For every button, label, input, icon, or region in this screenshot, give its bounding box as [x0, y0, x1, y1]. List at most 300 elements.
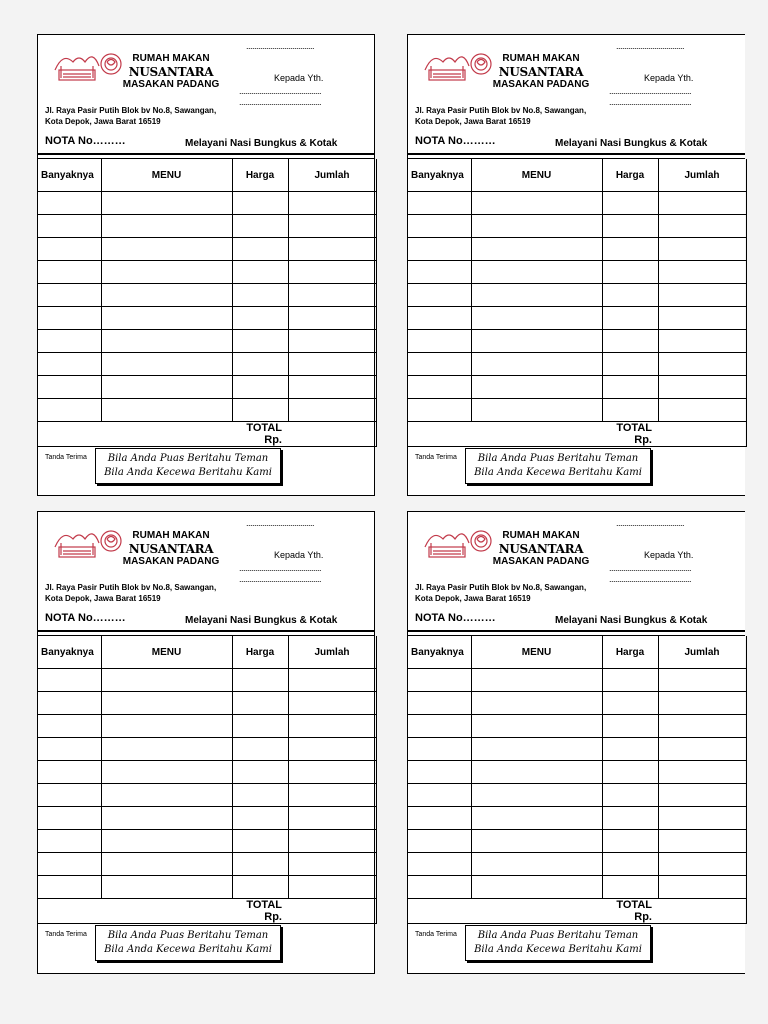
table-cell[interactable] — [408, 307, 471, 330]
address — [45, 582, 216, 604]
table-row — [38, 238, 376, 261]
table-cell[interactable] — [471, 215, 602, 238]
table-cell[interactable] — [288, 376, 376, 399]
table-cell[interactable] — [602, 761, 658, 784]
table-cell[interactable] — [602, 692, 658, 715]
table-cell[interactable] — [602, 399, 658, 422]
col-header-menu: MENU — [101, 636, 232, 669]
table-cell[interactable] — [288, 261, 376, 284]
table-cell[interactable] — [471, 853, 602, 876]
recipient-dots: ......................................... — [239, 563, 322, 573]
service-label: Melayani Nasi Bungkus & Kotak — [185, 138, 338, 149]
nota-number: NOTA No……… — [45, 135, 126, 147]
table-cell[interactable] — [232, 261, 288, 284]
table-cell[interactable] — [101, 261, 232, 284]
table-cell[interactable] — [38, 761, 101, 784]
restaurant-name: NUSANTARA — [128, 542, 214, 556]
cuisine-label: MASAKAN PADANG — [492, 79, 590, 90]
date-dots: .................................. — [246, 518, 315, 528]
table-cell[interactable] — [288, 238, 376, 261]
table-cell[interactable] — [602, 284, 658, 307]
total-row — [408, 422, 746, 447]
table-cell[interactable] — [408, 853, 471, 876]
table-cell[interactable] — [288, 330, 376, 353]
address-line: Jl. Raya Pasir Putih Blok bv No.8, Sawangan, — [45, 583, 217, 592]
total-label: TOTAL Rp. — [232, 899, 288, 924]
table-cell[interactable] — [658, 692, 746, 715]
table-cell[interactable] — [408, 192, 471, 215]
table-cell[interactable] — [471, 761, 602, 784]
table-cell[interactable] — [38, 215, 101, 238]
table-row — [38, 807, 376, 830]
col-header-menu: MENU — [471, 159, 602, 192]
table-cell[interactable] — [471, 692, 602, 715]
table-cell[interactable] — [38, 376, 101, 399]
table-row — [408, 307, 746, 330]
table-cell[interactable] — [101, 238, 232, 261]
table-cell[interactable] — [38, 399, 101, 422]
table-row — [38, 376, 376, 399]
restaurant-name: NUSANTARA — [128, 65, 214, 79]
table-row — [408, 669, 746, 692]
nota-number: NOTA No……… — [45, 612, 126, 624]
table-cell[interactable] — [288, 215, 376, 238]
restaurant-logo — [53, 48, 125, 84]
table-cell[interactable] — [232, 738, 288, 761]
table-row — [38, 284, 376, 307]
table-cell[interactable] — [658, 215, 746, 238]
motto-line: Bila Anda Puas Beritahu Teman — [107, 930, 269, 941]
table-cell[interactable] — [408, 876, 471, 899]
table-cell[interactable] — [658, 238, 746, 261]
table-row — [408, 738, 746, 761]
table-cell[interactable] — [232, 376, 288, 399]
total-row — [38, 422, 376, 447]
restaurant-label: RUMAH MAKAN — [132, 530, 210, 541]
table-cell[interactable] — [232, 830, 288, 853]
restaurant-label: RUMAH MAKAN — [502, 53, 580, 64]
table-cell[interactable] — [38, 238, 101, 261]
table-cell[interactable] — [602, 876, 658, 899]
table-cell[interactable] — [471, 284, 602, 307]
table-row — [38, 669, 376, 692]
table-cell[interactable] — [408, 807, 471, 830]
table-cell[interactable] — [471, 192, 602, 215]
restaurant-label: RUMAH MAKAN — [502, 530, 580, 541]
table-cell[interactable] — [232, 853, 288, 876]
address-line: Jl. Raya Pasir Putih Blok bv No.8, Sawangan, — [415, 106, 587, 115]
table-cell[interactable] — [288, 669, 376, 692]
table-cell[interactable] — [658, 284, 746, 307]
table-cell[interactable] — [232, 715, 288, 738]
recipient-dots: ......................................... — [239, 574, 322, 584]
date-dots: .................................. — [616, 41, 685, 51]
table-cell[interactable] — [101, 853, 232, 876]
table-cell[interactable] — [101, 376, 232, 399]
col-header-banyaknya: Banyaknya — [408, 636, 471, 669]
table-cell[interactable] — [658, 738, 746, 761]
col-header-menu: MENU — [101, 159, 232, 192]
total-label: TOTAL Rp. — [232, 422, 288, 447]
table-cell[interactable] — [408, 376, 471, 399]
table-cell[interactable] — [408, 261, 471, 284]
table-row — [408, 215, 746, 238]
table-row — [408, 853, 746, 876]
table-cell[interactable] — [408, 215, 471, 238]
motto-line: Bila Anda Kecewa Beritahu Kami — [104, 944, 272, 955]
table-cell[interactable] — [38, 353, 101, 376]
table-row — [408, 784, 746, 807]
table-cell[interactable] — [38, 307, 101, 330]
restaurant-logo — [423, 525, 495, 561]
total-cell[interactable] — [288, 899, 376, 924]
table-row — [408, 192, 746, 215]
col-header-menu: MENU — [471, 636, 602, 669]
total-label: TOTAL Rp. — [602, 899, 658, 924]
table-cell[interactable] — [602, 261, 658, 284]
table-cell[interactable] — [288, 784, 376, 807]
col-header-harga: Harga — [232, 636, 288, 669]
address — [415, 582, 586, 604]
service-label: Melayani Nasi Bungkus & Kotak — [185, 615, 338, 626]
table-cell[interactable] — [232, 192, 288, 215]
address-line: Jl. Raya Pasir Putih Blok bv No.8, Sawangan, — [415, 583, 587, 592]
table-cell[interactable] — [658, 761, 746, 784]
address — [45, 105, 216, 127]
restaurant-logo — [423, 48, 495, 84]
table-cell[interactable] — [408, 738, 471, 761]
table-row — [408, 238, 746, 261]
table-cell[interactable] — [658, 669, 746, 692]
table-row — [38, 399, 376, 422]
table-row — [408, 715, 746, 738]
divider — [38, 630, 375, 632]
table-row — [408, 761, 746, 784]
table-cell[interactable] — [232, 784, 288, 807]
table-row — [38, 876, 376, 899]
table-cell[interactable] — [471, 669, 602, 692]
table-row — [408, 330, 746, 353]
table-row — [408, 261, 746, 284]
total-row — [38, 899, 376, 924]
table-cell[interactable] — [232, 876, 288, 899]
motto-line: Bila Anda Kecewa Beritahu Kami — [474, 944, 642, 955]
table-cell[interactable] — [408, 330, 471, 353]
table-cell[interactable] — [408, 399, 471, 422]
table-cell[interactable] — [602, 715, 658, 738]
table-row — [38, 215, 376, 238]
recipient-dots: ......................................... — [609, 563, 692, 573]
recipient-dots: ......................................... — [239, 86, 322, 96]
col-header-banyaknya: Banyaknya — [408, 159, 471, 192]
signature-label: Tanda Terima — [415, 931, 457, 938]
table-cell[interactable] — [602, 353, 658, 376]
table-cell[interactable] — [658, 784, 746, 807]
table-cell[interactable] — [288, 715, 376, 738]
recipient-dots: ......................................... — [609, 97, 692, 107]
recipient-label: Kepada Yth. — [644, 73, 694, 83]
table-cell[interactable] — [101, 353, 232, 376]
table-row — [38, 692, 376, 715]
total-label: TOTAL Rp. — [602, 422, 658, 447]
table-cell[interactable] — [408, 669, 471, 692]
table-cell[interactable] — [232, 215, 288, 238]
table-cell[interactable] — [232, 692, 288, 715]
table-cell[interactable] — [602, 830, 658, 853]
table-cell[interactable] — [658, 853, 746, 876]
table-row — [38, 192, 376, 215]
table-cell[interactable] — [288, 353, 376, 376]
table-cell[interactable] — [408, 784, 471, 807]
table-cell[interactable] — [38, 807, 101, 830]
table-cell[interactable] — [602, 215, 658, 238]
table-row — [408, 376, 746, 399]
total-row — [408, 899, 746, 924]
address-line: Kota Depok, Jawa Barat 16519 — [45, 594, 161, 603]
receipt-form — [407, 511, 745, 974]
table-cell[interactable] — [38, 784, 101, 807]
recipient-label: Kepada Yth. — [644, 550, 694, 560]
table-row — [38, 738, 376, 761]
table-cell[interactable] — [602, 192, 658, 215]
table-row — [38, 853, 376, 876]
table-cell[interactable] — [101, 215, 232, 238]
table-cell[interactable] — [288, 853, 376, 876]
receipt-form — [407, 34, 745, 496]
table-cell[interactable] — [288, 399, 376, 422]
table-cell[interactable] — [471, 830, 602, 853]
table-cell[interactable] — [658, 330, 746, 353]
table-cell[interactable] — [101, 307, 232, 330]
table-cell[interactable] — [232, 761, 288, 784]
service-label: Melayani Nasi Bungkus & Kotak — [555, 615, 708, 626]
table-cell[interactable] — [232, 330, 288, 353]
table-cell[interactable] — [658, 192, 746, 215]
motto-line: Bila Anda Kecewa Beritahu Kami — [474, 467, 642, 478]
table-cell[interactable] — [288, 738, 376, 761]
date-dots: .................................. — [616, 518, 685, 528]
table-cell[interactable] — [288, 192, 376, 215]
table-cell[interactable] — [232, 353, 288, 376]
motto-line: Bila Anda Puas Beritahu Teman — [477, 453, 639, 464]
total-cell[interactable] — [658, 422, 746, 447]
table-cell[interactable] — [471, 715, 602, 738]
order-table — [408, 636, 747, 924]
table-cell[interactable] — [38, 330, 101, 353]
recipient-dots: ......................................... — [609, 574, 692, 584]
table-cell[interactable] — [38, 192, 101, 215]
table-row — [38, 330, 376, 353]
table-cell[interactable] — [602, 376, 658, 399]
table-cell[interactable] — [232, 307, 288, 330]
table-cell[interactable] — [408, 284, 471, 307]
table-cell[interactable] — [471, 238, 602, 261]
table-cell[interactable] — [38, 261, 101, 284]
recipient-label: Kepada Yth. — [274, 550, 324, 560]
address — [415, 105, 586, 127]
table-row — [38, 261, 376, 284]
table-row — [38, 761, 376, 784]
table-cell[interactable] — [471, 807, 602, 830]
cuisine-label: MASAKAN PADANG — [122, 79, 220, 90]
table-cell[interactable] — [602, 238, 658, 261]
table-cell[interactable] — [232, 284, 288, 307]
table-cell[interactable] — [471, 784, 602, 807]
address-line: Kota Depok, Jawa Barat 16519 — [415, 594, 531, 603]
table-cell[interactable] — [602, 307, 658, 330]
table-cell[interactable] — [101, 399, 232, 422]
table-cell[interactable] — [658, 876, 746, 899]
table-cell[interactable] — [471, 261, 602, 284]
table-cell[interactable] — [658, 399, 746, 422]
order-table — [38, 636, 377, 924]
table-cell[interactable] — [101, 807, 232, 830]
address-line: Jl. Raya Pasir Putih Blok bv No.8, Sawangan, — [45, 106, 217, 115]
table-cell[interactable] — [101, 284, 232, 307]
table-row — [408, 353, 746, 376]
table-cell[interactable] — [471, 307, 602, 330]
table-cell[interactable] — [38, 284, 101, 307]
table-cell[interactable] — [288, 807, 376, 830]
table-cell[interactable] — [602, 669, 658, 692]
motto-box — [465, 448, 651, 484]
motto-line: Bila Anda Kecewa Beritahu Kami — [104, 467, 272, 478]
table-cell[interactable] — [408, 715, 471, 738]
table-cell[interactable] — [471, 399, 602, 422]
table-cell[interactable] — [602, 807, 658, 830]
table-cell[interactable] — [101, 692, 232, 715]
table-cell[interactable] — [658, 261, 746, 284]
order-table — [38, 159, 377, 447]
table-cell[interactable] — [602, 738, 658, 761]
table-cell[interactable] — [101, 715, 232, 738]
signature-label: Tanda Terima — [415, 454, 457, 461]
motto-line: Bila Anda Puas Beritahu Teman — [107, 453, 269, 464]
table-cell[interactable] — [602, 853, 658, 876]
table-row — [38, 353, 376, 376]
table-cell[interactable] — [101, 330, 232, 353]
divider — [38, 153, 375, 155]
col-header-harga: Harga — [232, 159, 288, 192]
table-cell[interactable] — [101, 192, 232, 215]
table-row — [408, 807, 746, 830]
table-cell[interactable] — [38, 669, 101, 692]
table-cell[interactable] — [658, 353, 746, 376]
table-cell[interactable] — [288, 761, 376, 784]
recipient-dots: ......................................... — [239, 97, 322, 107]
nota-number: NOTA No……… — [415, 135, 496, 147]
table-cell[interactable] — [101, 738, 232, 761]
table-cell[interactable] — [658, 715, 746, 738]
table-cell[interactable] — [38, 692, 101, 715]
signature-label: Tanda Terima — [45, 454, 87, 461]
table-cell[interactable] — [38, 738, 101, 761]
table-cell[interactable] — [471, 738, 602, 761]
restaurant-name: NUSANTARA — [498, 542, 584, 556]
table-row — [408, 692, 746, 715]
col-header-banyaknya: Banyaknya — [38, 636, 101, 669]
total-cell[interactable] — [288, 422, 376, 447]
table-cell[interactable] — [101, 669, 232, 692]
divider — [408, 630, 745, 632]
address-line: Kota Depok, Jawa Barat 16519 — [45, 117, 161, 126]
table-cell[interactable] — [408, 238, 471, 261]
table-cell[interactable] — [232, 399, 288, 422]
table-cell[interactable] — [101, 830, 232, 853]
motto-line: Bila Anda Puas Beritahu Teman — [477, 930, 639, 941]
total-cell[interactable] — [658, 899, 746, 924]
table-row — [38, 830, 376, 853]
table-cell[interactable] — [288, 284, 376, 307]
address-line: Kota Depok, Jawa Barat 16519 — [415, 117, 531, 126]
table-cell[interactable] — [408, 830, 471, 853]
table-row — [408, 876, 746, 899]
recipient-label: Kepada Yth. — [274, 73, 324, 83]
divider — [408, 153, 745, 155]
table-cell[interactable] — [602, 784, 658, 807]
table-cell[interactable] — [408, 761, 471, 784]
cuisine-label: MASAKAN PADANG — [122, 556, 220, 567]
date-dots: .................................. — [246, 41, 315, 51]
table-cell[interactable] — [658, 807, 746, 830]
table-cell[interactable] — [602, 330, 658, 353]
table-cell[interactable] — [288, 876, 376, 899]
table-cell[interactable] — [288, 307, 376, 330]
table-cell[interactable] — [471, 376, 602, 399]
table-cell[interactable] — [38, 715, 101, 738]
table-cell[interactable] — [471, 330, 602, 353]
col-header-jumlah: Jumlah — [658, 159, 746, 192]
table-cell[interactable] — [101, 876, 232, 899]
order-table — [408, 159, 747, 447]
table-cell[interactable] — [408, 353, 471, 376]
table-row — [408, 284, 746, 307]
table-cell[interactable] — [471, 876, 602, 899]
restaurant-label: RUMAH MAKAN — [132, 53, 210, 64]
table-cell[interactable] — [658, 376, 746, 399]
table-cell[interactable] — [471, 353, 602, 376]
motto-box — [95, 925, 281, 961]
table-cell[interactable] — [232, 669, 288, 692]
table-row — [38, 784, 376, 807]
table-cell[interactable] — [288, 830, 376, 853]
recipient-dots: ......................................... — [609, 86, 692, 96]
table-row — [408, 399, 746, 422]
service-label: Melayani Nasi Bungkus & Kotak — [555, 138, 708, 149]
table-cell[interactable] — [288, 692, 376, 715]
table-row — [38, 307, 376, 330]
signature-label: Tanda Terima — [45, 931, 87, 938]
table-cell[interactable] — [658, 830, 746, 853]
col-header-jumlah: Jumlah — [288, 636, 376, 669]
table-cell[interactable] — [658, 307, 746, 330]
table-row — [38, 715, 376, 738]
table-cell[interactable] — [232, 807, 288, 830]
table-cell[interactable] — [38, 830, 101, 853]
receipt-form — [37, 34, 375, 496]
table-cell[interactable] — [232, 238, 288, 261]
col-header-jumlah: Jumlah — [658, 636, 746, 669]
table-cell[interactable] — [101, 761, 232, 784]
col-header-harga: Harga — [602, 636, 658, 669]
table-cell[interactable] — [101, 784, 232, 807]
table-cell[interactable] — [38, 876, 101, 899]
restaurant-logo — [53, 525, 125, 561]
table-cell[interactable] — [408, 692, 471, 715]
col-header-jumlah: Jumlah — [288, 159, 376, 192]
table-cell[interactable] — [38, 853, 101, 876]
cuisine-label: MASAKAN PADANG — [492, 556, 590, 567]
